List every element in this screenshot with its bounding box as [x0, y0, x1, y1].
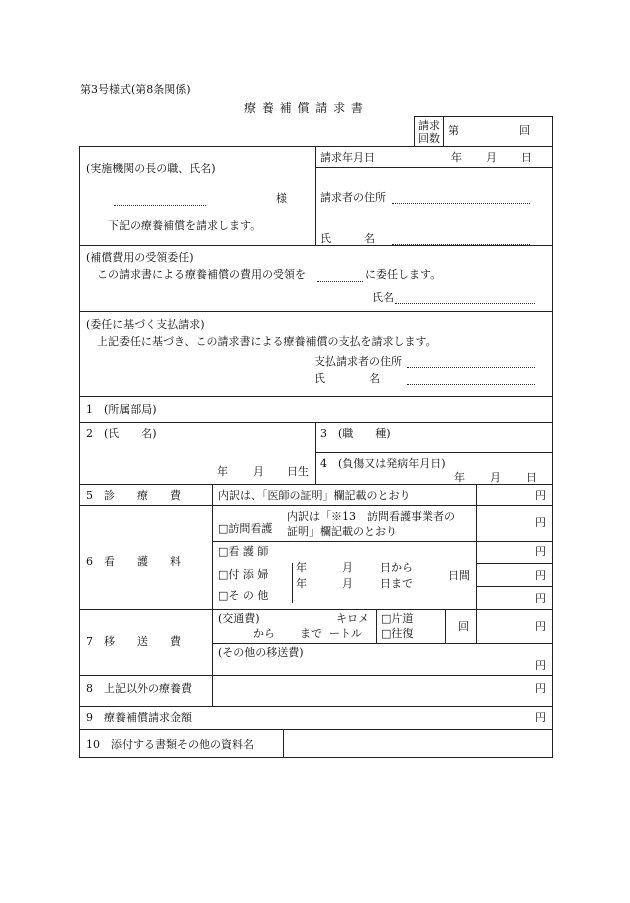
nursing-from-day: 日から — [380, 561, 413, 574]
row-name: 2 (氏 名) — [86, 427, 157, 440]
claimant-address-field[interactable] — [392, 203, 530, 204]
other-transport-label: (その他の移送費) — [218, 646, 304, 659]
payer-address-label: 支払請求者の住所 — [314, 355, 402, 368]
transport-to: まで — [300, 627, 322, 640]
nursing-to-month: 月 — [342, 577, 353, 590]
claim-count-dai: 第 — [448, 124, 459, 137]
delegation-text-b: に委任します。 — [365, 268, 442, 281]
nursing-detail-line1: 内訳は「※13 訪問看護事業者の — [287, 510, 455, 523]
check-roundtrip[interactable]: □往復 — [381, 627, 414, 640]
row-attachments: 10 添付する書類その他の資料名 — [86, 738, 254, 751]
row-nursing-fee: 6 看 護 料 — [86, 555, 181, 568]
transport-times: 回 — [458, 620, 469, 633]
dob-day: 日生 — [287, 465, 309, 478]
transport-yen: 円 — [535, 620, 546, 633]
row-other-medical-fee: 8 上記以外の療養費 — [86, 682, 192, 695]
transport-km-1: キロメ — [336, 612, 369, 625]
nursing-detail-line2: 証明」欄記載のとおり — [287, 525, 397, 538]
check-attendant[interactable]: □付 添 婦 — [218, 568, 269, 581]
claim-date-year: 年 — [451, 151, 462, 164]
delegation-name-label: 氏名 — [372, 291, 394, 304]
delegation-text-a: この請求書による療養補償の費用の受領を — [97, 268, 306, 281]
dob-month: 月 — [253, 465, 264, 478]
claim-count-kai: 回 — [519, 124, 530, 137]
other-yen: 円 — [535, 592, 546, 605]
medical-fee-yen: 円 — [535, 489, 546, 502]
row-injury-date: 4 (負傷又は発病年月日) — [320, 457, 446, 470]
dob-year: 年 — [217, 465, 228, 478]
injury-day: 日 — [526, 471, 537, 484]
claimant-name-label: 氏 名 — [320, 232, 375, 245]
institution-head-line[interactable] — [114, 205, 206, 206]
nursing-to-day: 日まで — [380, 577, 413, 590]
check-nurse[interactable]: □看 護 師 — [218, 545, 269, 558]
payer-address-field[interactable] — [407, 367, 535, 368]
nursing-from-month: 月 — [342, 561, 353, 574]
other-transport-yen: 円 — [535, 659, 546, 672]
delegation-name-field[interactable] — [395, 303, 535, 304]
injury-month: 月 — [490, 471, 501, 484]
claimant-address-label: 請求者の住所 — [320, 191, 386, 204]
other-medical-yen: 円 — [535, 682, 546, 695]
payer-name-label: 氏 名 — [314, 372, 380, 385]
institution-head-label: (実施機関の長の職、氏名) — [86, 162, 216, 175]
form-title: 療 養 補 償 請 求 書 — [244, 101, 364, 115]
sama-label: 様 — [276, 192, 287, 205]
attendant-yen: 円 — [535, 569, 546, 582]
claim-date-day: 日 — [521, 151, 532, 164]
medical-fee-detail: 内訳は、「医師の証明」欄記載のとおり — [218, 489, 411, 502]
delegation-heading: (補償費用の受領委任) — [86, 251, 194, 264]
nursing-days: 日間 — [448, 569, 470, 582]
row-department: 1 (所属部局) — [86, 403, 157, 416]
form-number: 第3号様式(第8条関係) — [80, 83, 191, 96]
check-oneway[interactable]: □片道 — [381, 612, 414, 625]
claim-date-month: 月 — [486, 151, 497, 164]
injury-year: 年 — [454, 471, 465, 484]
payer-name-field[interactable] — [407, 384, 535, 385]
nurse-yen: 円 — [535, 545, 546, 558]
nursing-from-year: 年 — [296, 561, 307, 574]
claim-count-label: 請求 回数 — [418, 119, 440, 145]
row-total-claim: 9 療養補償請求金額 — [86, 711, 192, 724]
claim-date-label: 請求年月日 — [320, 151, 375, 164]
transport-from: から — [253, 627, 275, 640]
payment-request-text: 上記委任に基づき、この請求書による療養補償の支払を請求します。 — [97, 335, 437, 348]
check-other[interactable]: □そ の 他 — [218, 589, 269, 602]
check-visit-nursing[interactable]: □訪問看護 — [218, 522, 273, 535]
transport-label: (交通費) — [218, 612, 260, 625]
total-claim-yen: 円 — [535, 711, 546, 724]
visit-nursing-yen: 円 — [535, 516, 546, 529]
row-occupation: 3 (職 種) — [320, 427, 391, 440]
payment-request-heading: (委任に基づく支払請求) — [86, 318, 205, 331]
nursing-to-year: 年 — [296, 577, 307, 590]
row-medical-fee: 5 診 療 費 — [86, 489, 181, 502]
row-transport-fee: 7 移 送 費 — [86, 635, 181, 648]
transport-km-2: ートル — [329, 627, 362, 640]
request-text: 下記の療養補償を請求します。 — [108, 219, 262, 232]
delegatee-field[interactable] — [317, 281, 363, 282]
